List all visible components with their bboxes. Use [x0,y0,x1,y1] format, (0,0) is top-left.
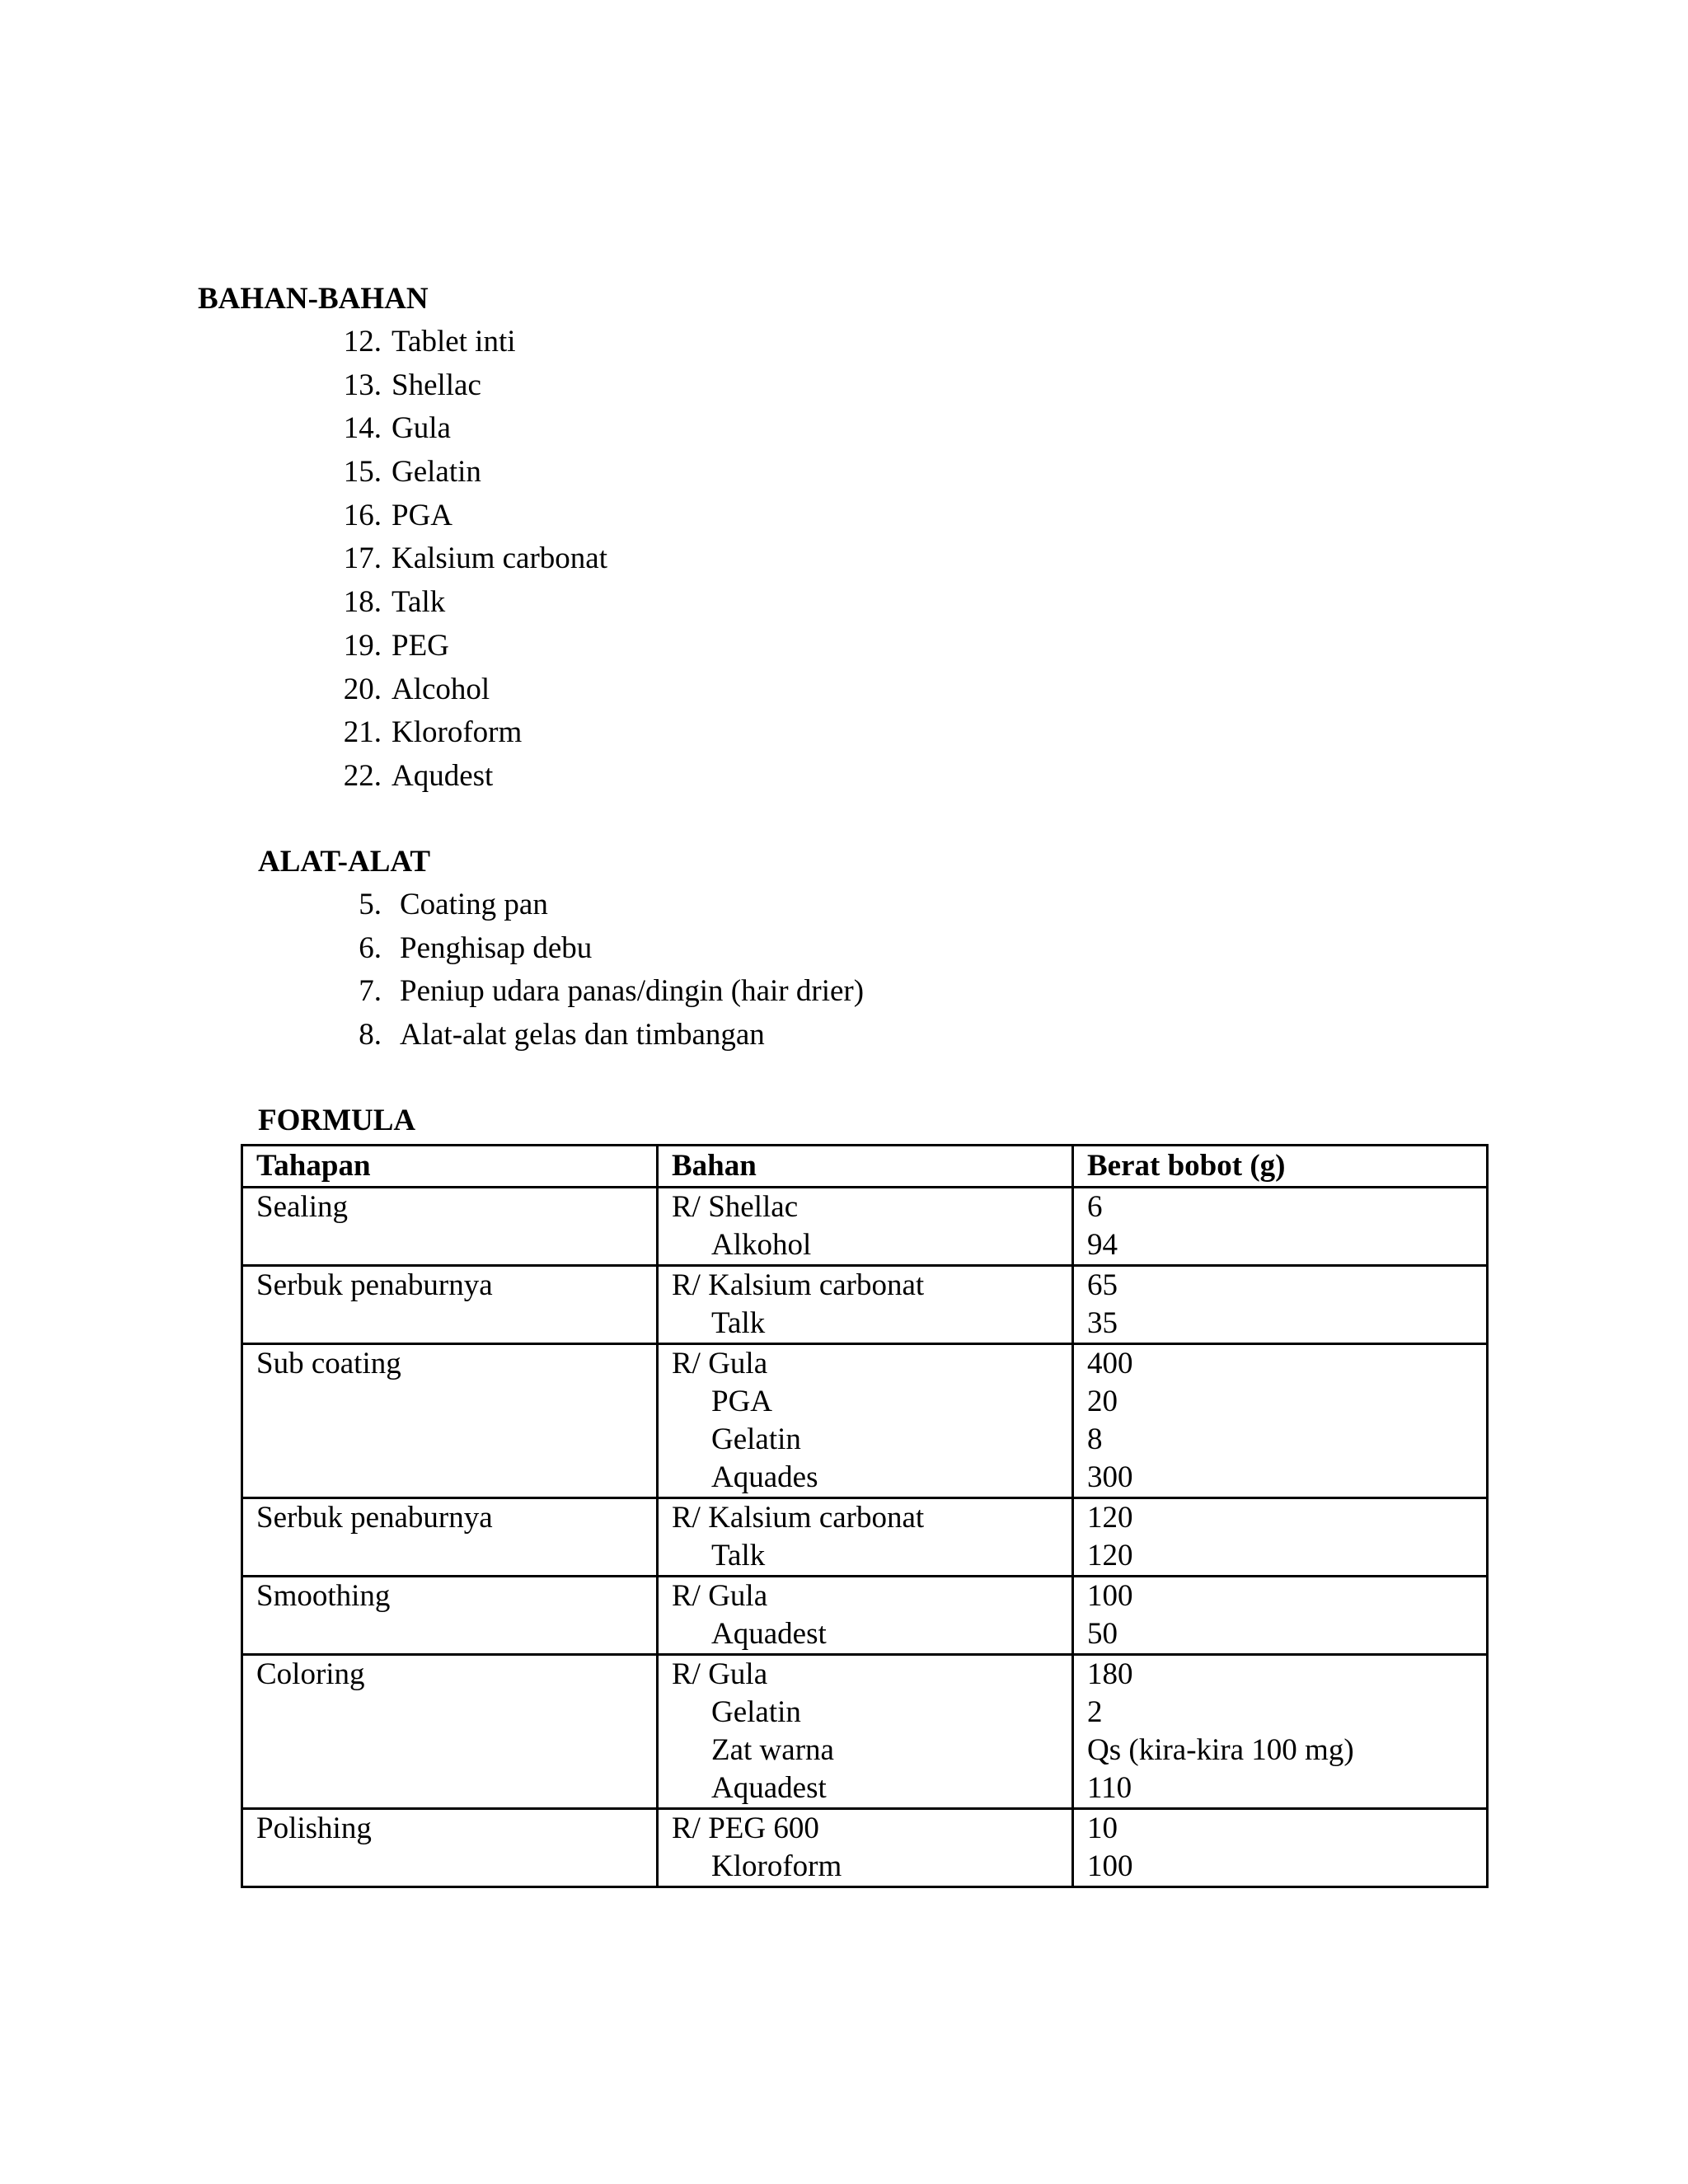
list-label: Peniup udara panas/dingin (hair drier) [400,974,865,1009]
cell-text: Sub coating [256,1347,401,1380]
tahapan-cell [242,1188,658,1266]
cell-text: 6 [1087,1190,1103,1224]
berat-cell [1073,1655,1488,1809]
bahan-list [334,321,607,799]
cell-text: Serbuk penaburnya [256,1501,493,1535]
cell-text: Gelatin [711,1695,801,1729]
cell-text: R/ Kalsium carbonat [672,1501,925,1535]
cell-text: Polishing [256,1811,372,1845]
column-header-berat: Berat bobot (g) [1073,1146,1488,1188]
cell-text: 2 [1087,1695,1103,1729]
bahan-cell [658,1498,1073,1577]
list-number: 8. [359,1018,382,1052]
list-label: Talk [392,585,446,620]
cell-text: R/ PEG 600 [672,1811,819,1845]
table-row [242,1655,1488,1809]
cell-text: 120 [1087,1501,1133,1535]
list-item [334,364,607,408]
list-number: 18. [343,585,382,620]
tahapan-cell [242,1498,658,1577]
table-row [242,1188,1488,1266]
list-item [353,970,864,1014]
column-header-bahan: Bahan [658,1146,1073,1188]
cell-text: R/ Shellac [672,1190,799,1224]
cell-text: Talk [711,1539,766,1572]
cell-text: 35 [1087,1306,1118,1340]
table-row [242,1498,1488,1577]
cell-text: 100 [1087,1849,1133,1883]
cell-text: Aquadest [711,1771,827,1805]
cell-text: Aquadest [711,1617,827,1651]
list-number: 15. [343,455,382,490]
list-item [353,883,864,927]
list-item [334,668,607,712]
list-number: 21. [343,715,382,750]
cell-text: Zat warna [711,1733,834,1767]
berat-cell [1073,1577,1488,1655]
column-header-tahapan: Tahapan [242,1146,658,1188]
cell-text: Alkohol [711,1228,812,1262]
list-item [334,321,607,364]
list-item [334,451,607,494]
alat-heading: ALAT-ALAT [258,845,431,879]
tahapan-cell [242,1344,658,1498]
table-header-row [242,1146,1488,1188]
cell-text: Serbuk penaburnya [256,1268,493,1302]
list-item [353,1014,864,1057]
bahan-cell [658,1266,1073,1344]
list-number: 19. [343,628,382,663]
bahan-cell [658,1655,1073,1809]
cell-text: 8 [1087,1422,1103,1456]
list-item [334,494,607,538]
berat-cell [1073,1498,1488,1577]
berat-cell [1073,1809,1488,1887]
list-label: Coating pan [400,888,548,921]
list-label: Gelatin [392,455,481,490]
cell-text: Gelatin [711,1422,801,1456]
cell-text: Talk [711,1306,766,1340]
list-item [334,711,607,755]
tahapan-cell [242,1266,658,1344]
list-label: Penghisap debu [400,930,593,965]
formula-heading: FORMULA [258,1104,416,1137]
cell-text: 100 [1087,1579,1133,1613]
cell-text: R/ Gula [672,1657,768,1691]
list-item [334,755,607,799]
list-item [334,537,607,581]
list-item [334,407,607,451]
cell-text: 110 [1087,1771,1132,1805]
list-label: Aqudest [392,758,494,793]
list-number: 20. [343,672,382,706]
list-number: 7. [359,974,382,1009]
berat-cell [1073,1266,1488,1344]
list-label: Kalsium carbonat [392,541,607,576]
table-row [242,1577,1488,1655]
list-number: 12. [343,325,382,359]
list-label: PEG [392,628,449,663]
list-label: Tablet inti [392,325,516,359]
cell-text: R/ Kalsium carbonat [672,1268,925,1302]
list-label: Gula [392,411,451,446]
list-number: 14. [343,411,382,446]
list-item [353,927,864,971]
tahapan-cell [242,1809,658,1887]
cell-text: 65 [1087,1268,1118,1302]
list-number: 16. [343,498,382,532]
table-row [242,1266,1488,1344]
list-number: 6. [359,930,382,965]
bahan-heading: BAHAN-BAHAN [198,282,429,316]
list-number: 22. [343,758,382,793]
tahapan-cell [242,1577,658,1655]
cell-text: PGA [711,1385,773,1418]
formula-table [241,1144,1489,1888]
cell-text: Sealing [256,1190,348,1224]
cell-text: 300 [1087,1460,1133,1494]
cell-text: 180 [1087,1657,1133,1691]
cell-text: Smoothing [256,1579,391,1613]
cell-text: R/ Gula [672,1579,768,1613]
cell-text: 400 [1087,1347,1133,1380]
cell-text: 50 [1087,1617,1118,1651]
cell-text: Aquades [711,1460,818,1494]
cell-text: 10 [1087,1811,1118,1845]
bahan-cell [658,1809,1073,1887]
list-label: PGA [392,498,453,532]
table-row [242,1809,1488,1887]
cell-text: Qs (kira-kira 100 mg) [1087,1733,1354,1767]
list-number: 13. [343,368,382,402]
tahapan-cell [242,1655,658,1809]
alat-list [353,883,864,1057]
cell-text: Coloring [256,1657,365,1691]
berat-cell [1073,1344,1488,1498]
list-label: Kloroform [392,715,523,750]
bahan-cell [658,1188,1073,1266]
list-item [334,625,607,668]
list-label: Alat-alat gelas dan timbangan [400,1018,765,1052]
bahan-cell [658,1577,1073,1655]
cell-text: 120 [1087,1539,1133,1572]
cell-text: 20 [1087,1385,1118,1418]
cell-text: R/ Gula [672,1347,768,1380]
list-label: Alcohol [392,672,490,706]
berat-cell [1073,1188,1488,1266]
table-row [242,1344,1488,1498]
cell-text: Kloroform [711,1849,842,1883]
list-number: 5. [359,888,382,921]
cell-text: 94 [1087,1228,1118,1262]
bahan-cell [658,1344,1073,1498]
list-number: 17. [343,541,382,576]
list-item [334,581,607,625]
list-label: Shellac [392,368,481,402]
